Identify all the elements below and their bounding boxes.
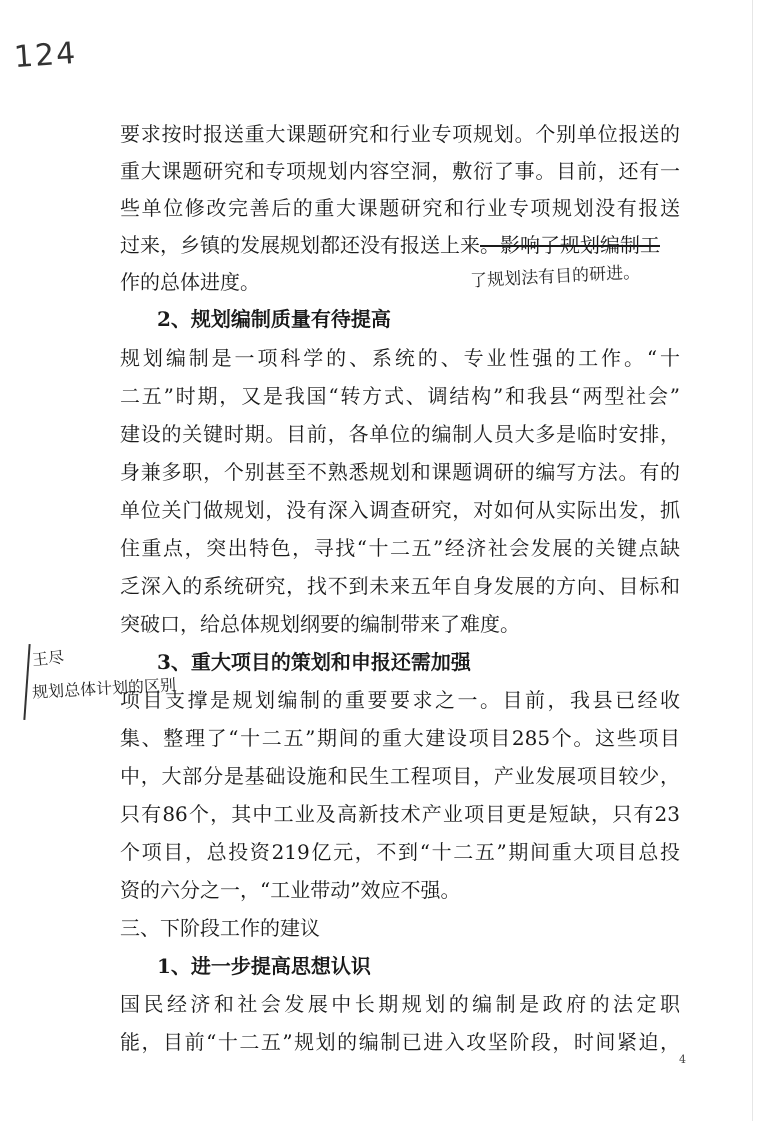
handwritten-annotation: 了规划法有目的研进。 — [469, 262, 641, 292]
paragraph-line: 能，目前“十二五”规划的编制已进入攻坚阶段，时间紧迫， — [120, 1030, 680, 1054]
handwritten-annotation: 规划总体计划的区别 — [31, 675, 177, 702]
section-heading: 2、规划编制质量有待提高 — [157, 307, 391, 331]
paragraph-line — [120, 231, 660, 259]
paragraph-line: 作的总体进度。 — [120, 270, 260, 294]
section-heading: 3、重大项目的策划和申报还需加强 — [157, 650, 471, 674]
paragraph-line: 集、整理了“十二五”期间的重大建设项目285个。这些项目 — [120, 726, 680, 750]
scan-edge — [752, 0, 753, 1121]
struck-text: 。影响了规划编制工 — [480, 233, 660, 257]
paragraph-line: 二五”时期，又是我国“转方式、调结构”和我县“两型社会” — [120, 384, 680, 408]
paragraph-line: 建设的关键时期。目前，各单位的编制人员大多是临时安排， — [120, 422, 680, 446]
paragraph-line: 重大课题研究和专项规划内容空洞，敷衍了事。目前，还有一 — [120, 159, 680, 183]
paragraph-line: 只有86个，其中工业及高新技术产业项目更是短缺，只有23 — [120, 802, 680, 826]
paragraph-line: 住重点，突出特色，寻找“十二五”经济社会发展的关键点缺 — [120, 536, 680, 560]
paragraph-line: 国民经济和社会发展中长期规划的编制是政府的法定职 — [120, 992, 680, 1016]
page-number: 4 — [679, 1053, 686, 1066]
paragraph-line: 些单位修改完善后的重大课题研究和行业专项规划没有报送 — [120, 196, 680, 220]
handwritten-annotation: 王尽 — [31, 647, 66, 670]
handwritten-page-number: 124 — [12, 35, 79, 76]
paragraph-line: 突破口，给总体规划纲要的编制带来了难度。 — [120, 612, 520, 636]
section-heading: 1、进一步提高思想认识 — [157, 954, 371, 978]
paragraph-line: 要求按时报送重大课题研究和行业专项规划。个别单位报送的 — [120, 122, 680, 146]
paragraph-line: 资的六分之一，“工业带动”效应不强。 — [120, 878, 461, 902]
paragraph-line: 规划编制是一项科学的、系统的、专业性强的工作。“十 — [120, 346, 680, 370]
section-heading: 三、下阶段工作的建议 — [120, 916, 320, 940]
paragraph-line: 个项目，总投资219亿元，不到“十二五”期间重大项目总投 — [120, 840, 680, 864]
paragraph-text: 过来，乡镇的发展规划都还没有报送上来 — [120, 233, 480, 257]
paragraph-line: 乏深入的系统研究，找不到未来五年自身发展的方向、目标和 — [120, 574, 680, 598]
paragraph-line: 项目支撑是规划编制的重要要求之一。目前，我县已经收 — [120, 688, 680, 712]
margin-mark — [23, 644, 30, 720]
paragraph-line: 中，大部分是基础设施和民生工程项目，产业发展项目较少， — [120, 764, 680, 788]
paragraph-line: 身兼多职，个别甚至不熟悉规划和课题调研的编写方法。有的 — [120, 460, 680, 484]
paragraph-line: 单位关门做规划，没有深入调查研究，对如何从实际出发，抓 — [120, 498, 680, 522]
